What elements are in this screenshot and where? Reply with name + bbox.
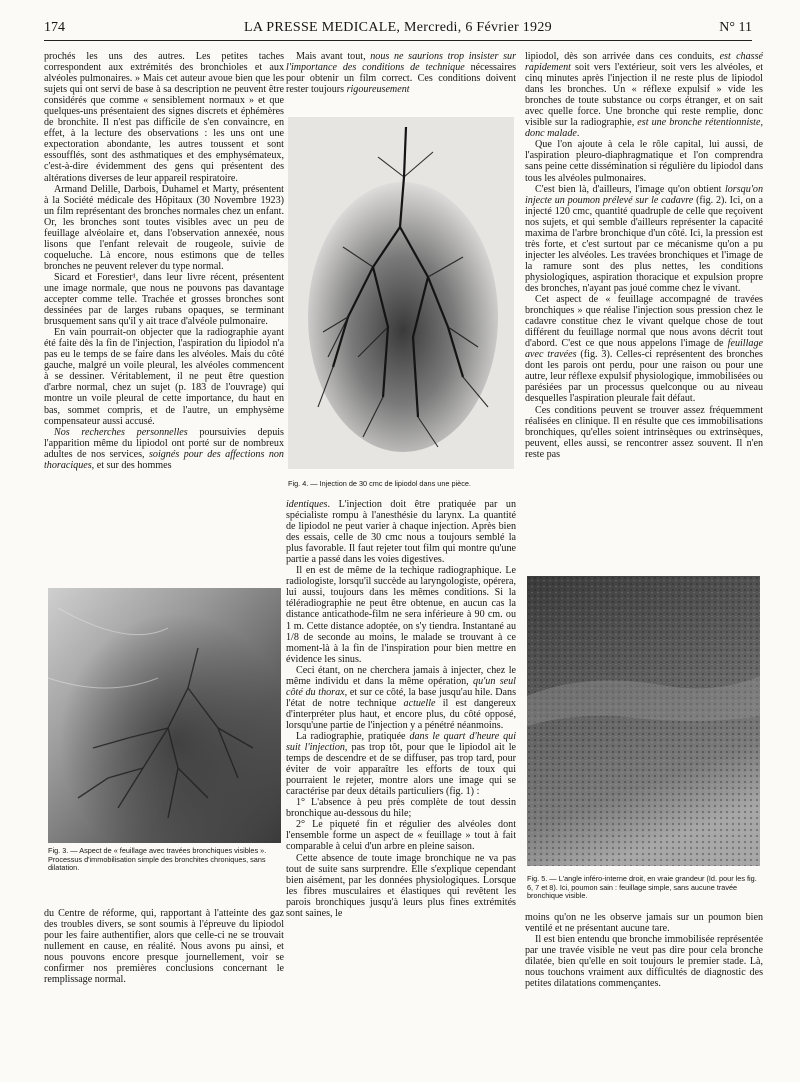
paragraph: 1° L'absence à peu près complète de tout dessin bronchique au-dessous du hile; [286,797,516,820]
emphasis: feuillage avec travées [525,338,763,361]
paragraph: 2° Le piqueté fin et régulier des alvéoles dont l'ensemble forme un aspect de « feuillage » tout à fait comparable à celui d'un arbre en pleine saison. [286,819,516,853]
figure-5-caption: Fig. 5. — L'angle inféro-interne droit, en vraie grandeur (Id. pour les fig. 6, 7 et 8). Ici, poumon sain : feuillage simple, sans aucune travée bronchique visible. [527,874,757,901]
emphasis: rigoureusement [346,84,410,96]
figure-5-radiograph [527,576,760,866]
emphasis: est chassé rapidement [525,51,763,74]
column-2-top [286,51,516,95]
text-run: il est dangereux d'interpréter plus haut, et encore plus, du côté opposé, lorsqu'une partie de l'injection y a pénétré néanmoins. [286,697,516,731]
paragraph: Cette absence de toute image bronchique ne va pas tout de suite sans surprendre. Elle s'explique cependant bien aisément, par les données physiologiques. Lorsque les fibres musculaires et élastiques qui revêtent les parois bronchiques jusqu'à leurs plus fines extrémités sont saines, le [286,852,516,919]
figure-3-caption: Fig. 3. — Aspect de « feuillage avec travées bronchiques visibles ». Processus d'immobilisation simple des bronchites chroniques, sans dilatation. [48,846,267,873]
paragraph: Que l'on ajoute à cela le rôle capital, lui aussi, de l'aspiration pleuro-diaphragmatique et l'on comprendra sans peine cette dissémination si régulière du lipiodol dans tous les alvéoles pulmonaires. [525,139,763,184]
emphasis: actuelle [403,697,436,709]
emphasis: soignés pour des affections non thoraciques [44,448,284,471]
text-run: , et sur ce côté, la base jusqu'au hile. Dans l'état de notre technique [286,686,516,709]
figure-4-radiograph [288,117,514,469]
figure-4 [288,117,514,489]
text-run: . L'injection doit être pratiquée par un spécialiste rompu à l'anesthésie du larynx. La quantité de lipiodol ne peut varier à chaque injection. Après bien des essais, celle de 30 cmc nous a toujours semblé la plus favorable. Il faut rejeter tout film qui montre qu'une partie a passé dans les voies digestives. [286,499,516,566]
column-1-top [44,51,284,471]
figure-4-caption: Fig. 4. — Injection de 30 cmc de lipiodol dans une pièce. [288,479,471,488]
paragraph [286,731,516,797]
text-run: La radiographie, pratiquée [296,730,410,742]
paragraph: Armand Delille, Darbois, Duhamel et Marty, présentent à la Société médicale des Hôpitaux (30 Novembre 1923) un film représentant des bronches normales chez un enfant. Or, les bronches sont toutes visibles avec un peu de feuillage alvéolaire et, dans l'observation annexée, nous lisons que l'enfant relevait de rougeole, suivie de coqueluche. Là encore, nous estimons que de telles bronches ne peuvent relever du type normal. [44,183,284,272]
emphasis: Nos recherches personnelles [54,426,188,438]
paragraph [525,184,763,294]
paragraph [286,51,516,95]
column-3-bottom [525,912,763,989]
text-run: (fig. 2). Ici, on a injecté 120 cmc, quantité quadruple de celle que reçoivent nos sujets, et qui semble d'ailleurs représenter la capacité maxima de l'arbre bronchique d'un côté. Ici, la pression est très forte, et c'est surtout par ce mécanisme qu'on a pu injecter les alvéoles. Les travées bronchiques et l'image de la ramure sont des plus nettes, les conditions physiologiques, aspiration thoracique et expulsion propre des bronches, n'ayant pas joué comme chez le vivant. [525,194,763,294]
text-run: Cet aspect de « feuillage accompagné de travées bronchiques » que réalise l'injection sous pression chez le cadavre constitue chez le vivant quelque chose de tout différent du feuillage normal que nous avons décrit tout d'abord. C'est ce que nous appelons l'image de [525,294,763,350]
paragraph: Ces conditions peuvent se trouver assez fréquemment réalisées en clinique. Il en résulte que ces immobilisations bronchiques, qu'elles soient intrinsèques ou extrinsèques, peuvent, elles aussi, se rencontrer assez souvent. Il n'en reste pas [525,404,763,460]
text-run: poursuivies depuis l'apparition même du lipiodol ont porté sur de nombreux adultes de nos services, [44,426,284,460]
paragraph [286,665,516,731]
emphasis: nous ne saurions trop insister sur l'importance des conditions de technique [286,51,516,74]
column-2-bottom [286,499,516,919]
emphasis: qu'un seul côté du thorax [286,675,516,698]
column-1-bottom [44,908,284,985]
text-run: soit vers l'extérieur, soit vers les alvéoles, et cinq minutes après l'injection il ne reste plus de lipiodol dans les bronches. Un « réflexe expulsif » vide les bronches de toute substance ou corps étranger, et on sait avec quelle force. Une bronche qui reste remplie, donc visible sur la radiographie, [525,62,763,129]
column-3-top [525,51,763,460]
figure-5 [527,576,760,906]
text-run: Ceci étant, on ne cherchera jamais à injecter, chez le même individu et dans la même opération, [286,664,516,687]
text-run: , pas trop tôt, pour que le lipiodol ait le temps de descendre et de se diffuser, pas trop tard, pour éviter de voir apparaître les efforts de toux qui pourraient le rejeter, montre alors une image qui se caractérise par deux détails particuliers (fig. 1) : [286,742,516,798]
paragraph [525,294,763,404]
emphasis: lorsqu'on injecte un poumon prélevé sur le cadavre [525,183,763,206]
emphasis: est une bronche rétentionniste, donc malade [525,117,763,140]
paragraph [44,427,284,471]
text-run: lipiodol, dès son arrivée dans ces conduits, [525,51,720,62]
page-header [44,20,752,41]
issue-number: N° 11 [719,20,752,35]
paragraph: Il est bien entendu que bronche immobilisée représentée par une travée visible ne veut pas dire pour cela bronche dilatée, bien qu'elle en soit toujours le premier stade. Là, nous touchons vraiment aux difficultés de diagnostic des petites dilatations commençantes. [525,934,763,990]
text-run: nécessaires pour obtenir un film correct. Ces conditions doivent rester toujours [286,62,516,96]
paragraph: En vain pourrait-on objecter que la radiographie ayant été faite dès la fin de l'injection, l'aspiration du lipiodol n'a pas eu le temps de se faire dans les alvéoles. Mais du côté gauche, malgré un voile pleural, les alvéoles commencent à se dessiner. Véritablement, il ne peut être question d'arbre normal, chez un sujet (p. 183 de l'ouvrage) qui montre un voile pleural de cette importance, du haut en bas, sommet compris, et de l'autre, un emphysème compensateur aussi accusé. [44,327,284,427]
text-run: . [576,128,580,140]
emphasis: dans le quart d'heure qui suit l'injection [286,730,517,754]
paragraph: du Centre de réforme, qui, rapportant à l'atteinte des gaz des troubles divers, se sont soumis à l'épreuve du lipiodol pour les faire authentifier, alors que celle-ci ne se trouvait nullement en cause, en réalité. Nous avons pu ainsi, et nous pouvons encore presque journellement, voir se confirmer nos premières conclusions concernant le remplissage normal. [44,908,284,986]
emphasis: identiques [286,499,328,510]
paragraph: moins qu'on ne les observe jamais sur un poumon bien ventilé et ne présentant aucune tare. [525,912,763,935]
paragraph [525,51,763,139]
text-run: (fig. 3). Celles-ci représentent des bronches dont les parois ont perdu, pour une raison ou pour une autre, leur réflexe expulsif physiologique, immobilisées ou parésiées par un processus quelconque ou au niveau desquelles l'aspiration pleurale fait défaut. [525,349,763,405]
text-run: Mais avant tout, [296,51,371,62]
text-run: , et sur des hommes [91,459,172,471]
figure-3 [48,588,281,904]
text-run: C'est bien là, d'ailleurs, l'image qu'on obtient [535,183,725,195]
paragraph: Il en est de même de la techique radiographique. Le radiologiste, lorsqu'il succède au laryngologiste, opérera, lui aussi, toujours dans les mêmes conditions. Si la téléradiographie ne peut être obtenue, en aucun cas la distance anticathode-film ne sera inférieure à 90 cm. ou 1 m. Cette distance adoptée, on s'y tiendra. Instantané au 1/8 de seconde au moins, le malade se trouvant à ce moment-là à la fin de l'inspiration pour bien mettre en évidence les sinus. [286,565,516,665]
paragraph [286,499,516,565]
journal-title: LA PRESSE MEDICALE, Mercredi, 6 Février 1929 [244,20,552,35]
paragraph: prochés les uns des autres. Les petites taches correspondent aux extrémités des bronchioles et aux alvéoles pulmonaires. » Mais cet auteur avoue bien que les sujets qui ont servi de base à sa description ne peuvent être considérés que comme « sensiblement normaux » et que quelques-uns présentaient des signes discrets et éphémères de bronchite. Il n'est pas difficile de s'en convaincre, en effet, à la lecture des observations : les uns ont une expectoration abondante, les autres toussent et sont essoufflés, sont des asthmatiques et des emphysémateux, c'est-à-dire évidemment des gens qui présentent des altérations diverses de leur appareil respiratoire. [44,51,284,184]
page-number: 174 [44,20,65,35]
figure-3-radiograph [48,588,281,843]
paragraph: Sicard et Forestier¹, dans leur livre récent, présentent une image normale, que nous ne pouvons pas davantage accepter comme telle. Trachée et grosses bronches sont dessinées par de larges rubans opaques, se terminant brusquement sans qu'il y ait trace d'alvéole pulmonaire. [44,271,284,328]
